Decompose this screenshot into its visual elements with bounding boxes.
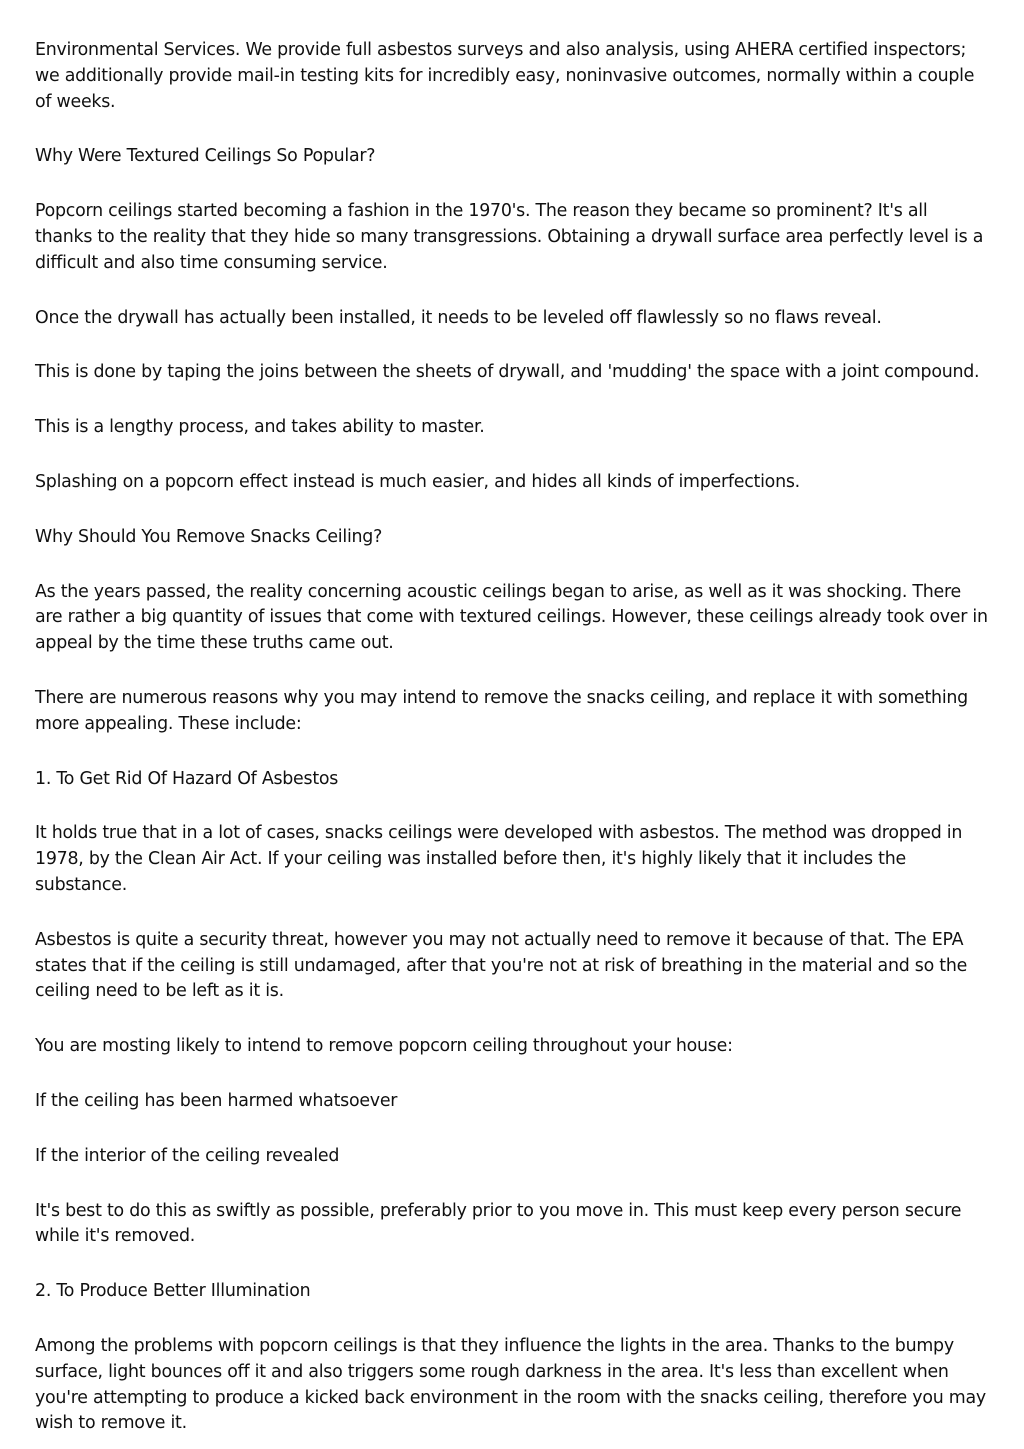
paragraph-lengthy-process: This is a lengthy process, and takes ability to master. <box>35 417 485 438</box>
heading-why-remove: Why Should You Remove Snacks Ceiling? <box>35 526 383 547</box>
heading-better-illumination: 2. To Produce Better Illumination <box>35 1281 311 1302</box>
list-item-harmed: If the ceiling has been harmed whatsoever <box>35 1090 398 1111</box>
paragraph-intro: Environmental Services. We provide full asbestos surveys and also analysis, using AHERA certified inspectors; we additionally provide mail-in testing kits for incredibly easy, noninvasive outcomes, normally within a couple of weeks. <box>35 40 975 112</box>
heading-asbestos-hazard: 1. To Get Rid Of Hazard Of Asbestos <box>35 768 339 789</box>
paragraph-taping-joins: This is done by taping the joins between the sheets of drywall, and 'mudding' the space with a joint compound. <box>35 362 980 383</box>
paragraph-asbestos-cases: It holds true that in a lot of cases, snacks ceilings were developed with asbestos. The method was dropped in 1978, by the Clean Air Act. If your ceiling was installed before then, it's highly likely that it includes the substance. <box>35 823 963 895</box>
heading-textured-ceilings-popular: Why Were Textured Ceilings So Popular? <box>35 146 376 167</box>
paragraph-asbestos-security: Asbestos is quite a security threat, however you may not actually need to remove it because of that. The EPA states that if the ceiling is still undamaged, after that you're not at risk of breathing in the material and so the ceiling need to be left as it is. <box>35 929 968 1002</box>
paragraph-swiftly: It's best to do this as swiftly as possible, preferably prior to you move in. This must keep every person secure while it's removed. <box>35 1200 962 1247</box>
list-item-interior-revealed: If the interior of the ceiling revealed <box>35 1145 340 1166</box>
paragraph-splashing-popcorn: Splashing on a popcorn effect instead is much easier, and hides all kinds of imperfections. <box>35 471 800 492</box>
paragraph-acoustic-reality: As the years passed, the reality concerning acoustic ceilings began to arise, as well as it was shocking. There are rather a big quantity of issues that come with textured ceilings. However, these ceilings already took over in appeal by the time these truths came out. <box>35 581 988 654</box>
paragraph-remove-when: You are mosting likely to intend to remove popcorn ceiling throughout your house: <box>35 1036 733 1057</box>
paragraph-drywall-leveling: Once the drywall has actually been installed, it needs to be leveled off flawlessly so no flaws reveal. <box>35 307 882 328</box>
paragraph-popcorn-history: Popcorn ceilings started becoming a fashion in the 1970's. The reason they became so prominent? It's all thanks to the reality that they hide so many transgressions. Obtaining a drywall surface area perfectly level is a difficult and also time consuming service. <box>35 201 984 273</box>
paragraph-numerous-reasons: There are numerous reasons why you may intend to remove the snacks ceiling, and replace it with something more appealing. These include: <box>35 687 968 734</box>
paragraph-lighting-problems: Among the problems with popcorn ceilings is that they influence the lights in the area. Thanks to the bumpy surface, light bounces off it and also triggers some rough darkness in the area. It's less than excellent when you're attempting to produce a kicked back environment in the room with the snacks ceiling, therefore you may wish to remove it. <box>35 1335 986 1434</box>
